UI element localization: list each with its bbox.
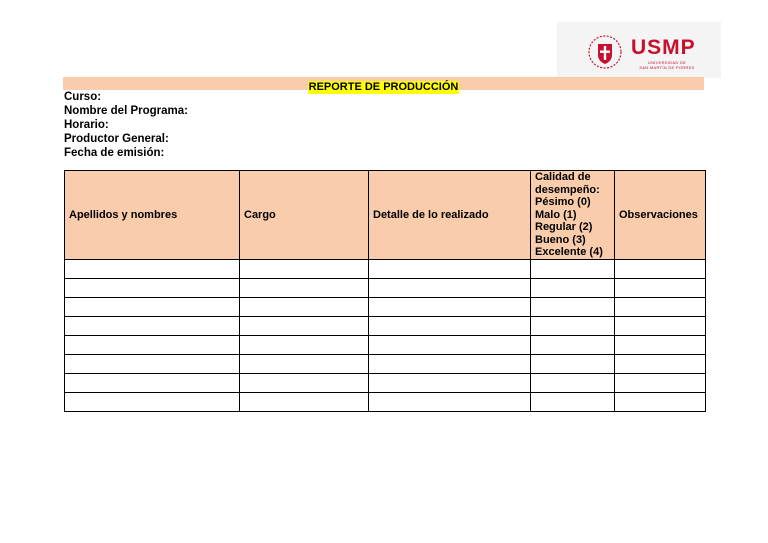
- table-cell[interactable]: [531, 393, 615, 412]
- table-cell[interactable]: [615, 279, 706, 298]
- production-report-table: [64, 170, 706, 412]
- field-horario: Horario:: [64, 119, 109, 131]
- table-cell[interactable]: [615, 260, 706, 279]
- table-cell[interactable]: [65, 355, 240, 374]
- table-cell[interactable]: [369, 260, 531, 279]
- table-cell[interactable]: [240, 317, 369, 336]
- table-cell[interactable]: [369, 279, 531, 298]
- table-cell[interactable]: [65, 260, 240, 279]
- table-cell[interactable]: [65, 393, 240, 412]
- table-cell[interactable]: [240, 336, 369, 355]
- table-cell[interactable]: [615, 336, 706, 355]
- table-cell[interactable]: [65, 374, 240, 393]
- table-cell[interactable]: [240, 355, 369, 374]
- usmp-seal-icon: [587, 34, 623, 70]
- table-cell[interactable]: [369, 317, 531, 336]
- usmp-logo: [557, 22, 721, 78]
- table-row: [65, 317, 706, 336]
- table-cell[interactable]: [531, 260, 615, 279]
- table-cell[interactable]: [240, 279, 369, 298]
- table-cell[interactable]: [531, 298, 615, 317]
- table-cell[interactable]: [240, 298, 369, 317]
- table-cell[interactable]: [240, 374, 369, 393]
- table-header-row: [65, 171, 706, 260]
- table-cell[interactable]: [531, 317, 615, 336]
- table-cell[interactable]: [615, 374, 706, 393]
- header-detalle: Detalle de lo realizado: [369, 171, 531, 260]
- table-cell[interactable]: [65, 317, 240, 336]
- header-calidad-desempeno: Calidad de desempeño: Pésimo (0) Malo (1) Regular (2) Bueno (3) Excelente (4): [531, 171, 615, 260]
- field-productor-general: Productor General:: [64, 133, 169, 145]
- table-row: [65, 355, 706, 374]
- table-row: [65, 393, 706, 412]
- table-cell[interactable]: [615, 298, 706, 317]
- table-row: [65, 374, 706, 393]
- table-cell[interactable]: [369, 336, 531, 355]
- header-observaciones: Observaciones: [615, 171, 706, 260]
- table-cell[interactable]: [615, 355, 706, 374]
- table-cell[interactable]: [531, 279, 615, 298]
- report-title: REPORTE DE PRODUCCIÓN: [308, 81, 459, 93]
- table-cell[interactable]: [369, 393, 531, 412]
- table-cell[interactable]: [369, 374, 531, 393]
- table-cell[interactable]: [65, 336, 240, 355]
- table-row: [65, 336, 706, 355]
- table-row: [65, 260, 706, 279]
- table-row: [65, 298, 706, 317]
- report-fields: [64, 90, 188, 160]
- header-cargo: Cargo: [240, 171, 369, 260]
- table-cell[interactable]: [240, 260, 369, 279]
- table-cell[interactable]: [240, 393, 369, 412]
- table-cell[interactable]: [531, 355, 615, 374]
- field-curso: Curso:: [64, 91, 102, 103]
- field-fecha-emision: Fecha de emisión:: [64, 147, 165, 159]
- table-cell[interactable]: [531, 336, 615, 355]
- logo-wordmark: USMP: [631, 36, 696, 59]
- table-cell[interactable]: [531, 374, 615, 393]
- table-cell[interactable]: [369, 355, 531, 374]
- field-nombre-programa: Nombre del Programa:: [64, 105, 188, 117]
- table-cell[interactable]: [65, 279, 240, 298]
- report-title-bar: [63, 77, 704, 93]
- header-apellidos-nombres: Apellidos y nombres: [65, 171, 240, 260]
- table-cell[interactable]: [615, 317, 706, 336]
- logo-subtitle: UNIVERSIDAD DE SAN MARTÍN DE PORRES: [639, 60, 695, 70]
- table-row: [65, 279, 706, 298]
- table-cell[interactable]: [65, 298, 240, 317]
- table-cell[interactable]: [369, 298, 531, 317]
- table-cell[interactable]: [615, 393, 706, 412]
